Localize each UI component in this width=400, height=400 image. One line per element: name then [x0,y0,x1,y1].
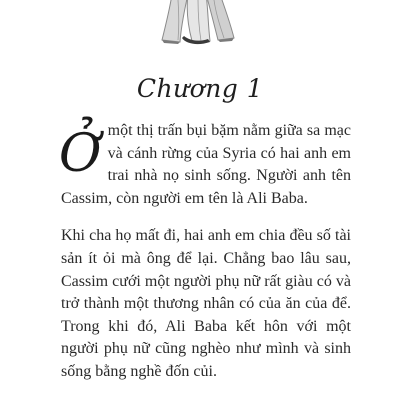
paragraph [61,120,351,210]
paragraph-text: một thị trấn bụi bặm nằm giữa sa mạc và cánh rừng của Syria có hai anh em trai nhà nọ sinh sống. Người anh tên Cassim, còn người em tên là Ali Baba. [61,122,351,207]
chapter-body [61,120,351,399]
chapter-title: Chương 1 [136,74,264,103]
robed-figure-illustration-icon [158,0,238,48]
paragraph [61,225,351,383]
paragraph-text: Khi cha họ mất đi, hai anh em chia đều số tài sản ít ỏi mà ông để lại. Chẳng bao lâu sau, Cassim cưới một người phụ nữ rất giàu có và trở thành một thương nhân có của ăn của để. Trong khi đó, Ali Baba kết hôn với một người phụ nữ cũng nghèo như mình và sinh sống bằng nghề đốn củi. [61,227,351,380]
drop-cap: Ở [59,124,102,184]
